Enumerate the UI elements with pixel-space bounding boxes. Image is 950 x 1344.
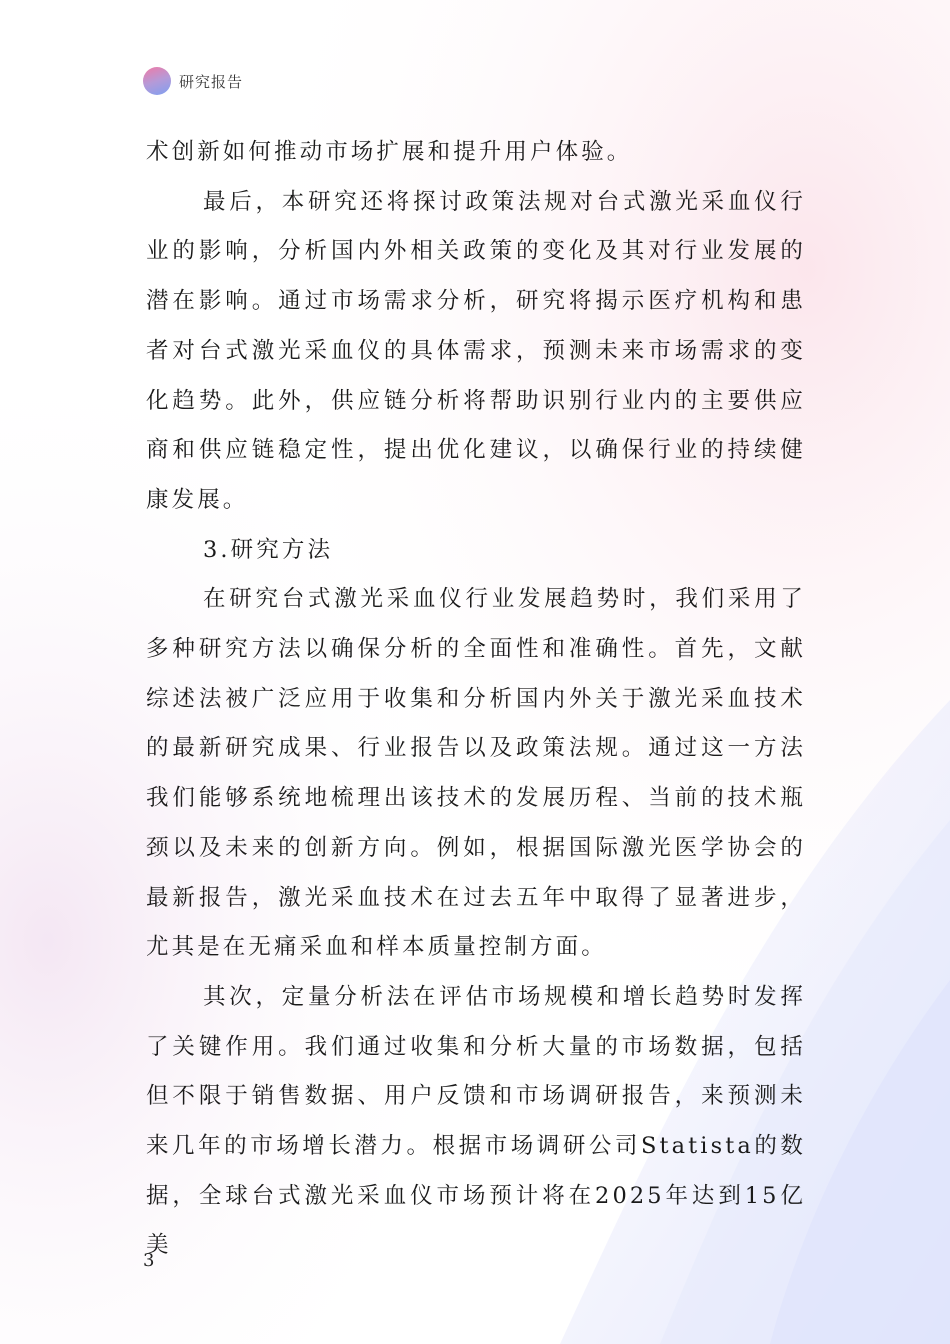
section-heading: 3.研究方法	[203, 536, 334, 563]
page-number: 3	[143, 1250, 155, 1271]
page-header	[143, 66, 243, 96]
paragraph: 其次，定量分析法在评估市场规模和增长趋势时发挥了关键作用。我们通过收集和分析大量的市场数据，包括但不限于销售数据、用户反馈和市场调研报告，来预测未来几年的市场增长潜力。根据市场调研公司Statista的数据，全球台式激光采血仪市场预计将在2025年达到15亿美	[146, 983, 806, 1259]
paragraph: 在研究台式激光采血仪行业发展趋势时，我们采用了多种研究方法以确保分析的全面性和准确性。首先，文献综述法被广泛应用于收集和分析国内外关于激光采血技术的最新研究成果、行业报告以及政策法规。通过这一方法我们能够系统地梳理出该技术的发展历程、当前的技术瓶颈以及未来的创新方向。例如，根据国际激光医学协会的最新报告，激光采血技术在过去五年中取得了显著进步，尤其是在无痛采血和样本质量控制方面。	[146, 586, 806, 961]
header-title: 研究报告	[179, 72, 244, 91]
paragraph: 最后，本研究还将探讨政策法规对台式激光采血仪行业的影响，分析国内外相关政策的变化及其对行业发展的潜在影响。通过市场需求分析，研究将揭示医疗机构和患者对台式激光采血仪的具体需求，预测未来市场需求的变化趋势。此外，供应链分析将帮助识别行业内的主要供应商和供应链稳定性，提出优化建议，以确保行业的持续健康发展。	[146, 188, 806, 513]
logo-circle-icon	[143, 67, 171, 95]
document-body	[146, 128, 806, 1271]
paragraph-continued: 术创新如何推动市场扩展和提升用户体验。	[146, 139, 633, 165]
